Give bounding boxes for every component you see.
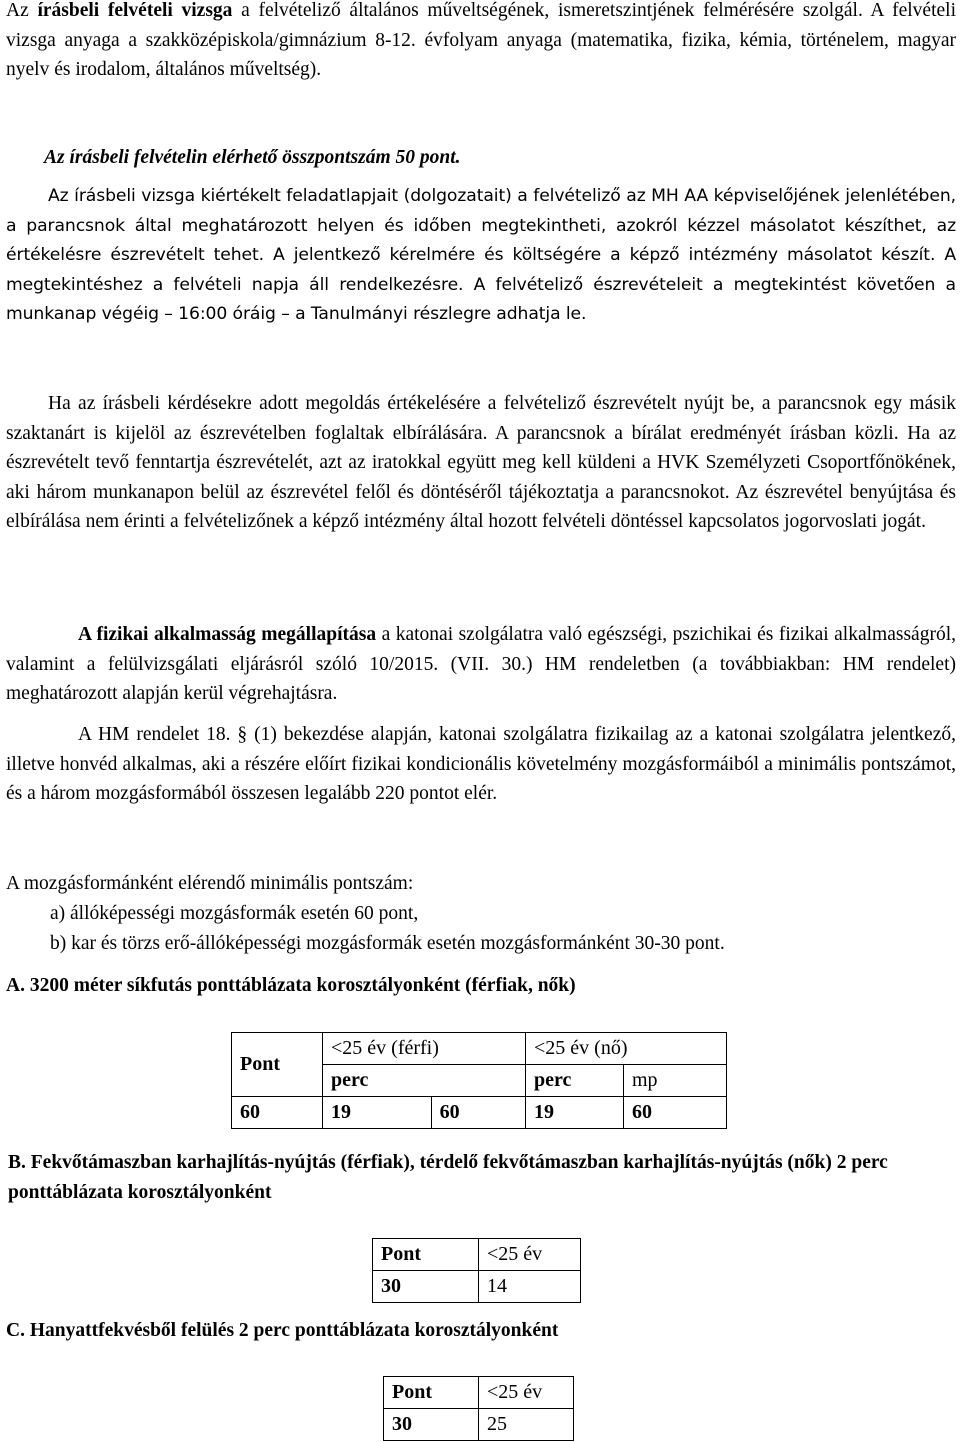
section-b-table <box>372 1238 581 1303</box>
fitness-text-rest: a katonai szolgálatra való egészségi, pszichikai és fizikai alkalmasságról, valamint a felülvizsgálati eljárásról szóló 10/2015. (VII. 30.) HM rendeletben (a továbbiakban: HM rendelet) meghatározott alapján kerül végrehajtásra. <box>6 624 956 704</box>
table-a-perc-men: perc <box>323 1065 526 1097</box>
minimum-intro: A mozgásformánként elérendő minimális pontszám: <box>6 873 414 894</box>
section-b-title: B. Fekvőtámaszban karhajlítás-nyújtás (férfiak), térdelő fekvőtámaszban karhajlítás-nyújtás (nők) 2 perc ponttáblázata korosztályonként <box>8 1152 888 1203</box>
table-cell: 19 <box>323 1097 432 1129</box>
table-a-women-header: <25 év (nő) <box>526 1033 727 1065</box>
review-paragraph: Az írásbeli vizsga kiértékelt feladatlapjait (dolgozatait) a felvételiző az MH AA képviselőjének jelenlétében, a parancsnok által meghatározott helyen és időben megtekintheti, azokról kézzel másolatot készíthet, az értékelésre észrevételt tehet. A jelentkező kérelmére és költségére a képző intézmény másolatot készít. A megtekintéshez a felvételi napja áll rendelkezésre. A felvételiző észrevételeit a megtekintést követően a munkanap végéig – 16:00 óráig – a Tanulmányi részlegre adhatja le. <box>6 186 956 324</box>
table-row <box>384 1409 574 1441</box>
section-a-table <box>231 1032 727 1129</box>
minimum-item-a: a) állóképességi mozgásformák esetén 60 pont, <box>50 903 419 924</box>
section-a-title: A. 3200 méter síkfutás ponttáblázata korosztályonként (férfiak, nők) <box>6 975 576 996</box>
table-c-pont-header: Pont <box>384 1377 479 1409</box>
intro-paragraph <box>6 0 956 85</box>
table-cell: 60 <box>232 1097 323 1129</box>
table-c-age-header: <25 év <box>479 1377 574 1409</box>
table-row <box>373 1271 581 1303</box>
objection-paragraph: Ha az írásbeli kérdésekre adott megoldás értékelésére a felvételiző észrevételt nyújt be, a parancsnok egy másik szaktanárt is kijelöl az észrevételben foglaltak elbírálására. A parancsnok a bírálat eredményét írásban közli. Ha az észrevételt tevő fenntartja észrevételét, azt az iratokkal együtt meg kell küldeni a HVK Személyzeti Csoportfőnökének, aki három munkanapon belül az észrevétel felől és döntéséről tájékoztatja a parancsnokot. Az észrevétel benyújtása és elbírálása nem érinti a felvételizőnek a képző intézmény által hozott felvételi döntéssel kapcsolatos jogorvoslati jogát. <box>6 393 956 532</box>
table-a-men-header: <25 év (férfi) <box>323 1033 526 1065</box>
regulation-paragraph: A HM rendelet 18. § (1) bekezdése alapján, katonai szolgálatra fizikailag az a katonai szolgálatra jelentkező, illetve honvéd alkalmas, aki a részére előírt fizikai kondicionális követelmény mozgásformáiból a minimális pontszámot, és a három mozgásformából összesen legalább 220 pontot elér. <box>6 724 956 804</box>
intro-text-start: Az <box>6 0 38 21</box>
table-b-age-header: <25 év <box>479 1239 581 1271</box>
table-a-pont-header: Pont <box>232 1033 323 1097</box>
intro-bold-term: írásbeli felvételi vizsga <box>37 0 233 21</box>
table-cell: 60 <box>431 1097 525 1129</box>
table-row <box>232 1097 727 1129</box>
fitness-bold-term: A fizikai alkalmasság megállapítása <box>78 624 377 645</box>
intro-text-rest: a felvételiző általános műveltségének, ismeretszintjének felmérésére szolgál. A felvételi vizsga anyaga a szakközépiskola/gimnázium 8-12. évfolyam anyaga (matematika, fizika, kémia, történelem, magyar nyelv és irodalom, általános műveltség). <box>6 0 956 80</box>
section-c-title: C. Hanyattfekvésből felülés 2 perc ponttáblázata korosztályonként <box>6 1320 559 1341</box>
minimum-item-b: b) kar és törzs erő-állóképességi mozgásformák esetén mozgásformánként 30-30 pont. <box>50 933 725 954</box>
table-b-pont-header: Pont <box>373 1239 479 1271</box>
table-cell: 19 <box>526 1097 624 1129</box>
section-c-table <box>383 1376 574 1441</box>
total-points-line: Az írásbeli felvételin elérhető összpontszám 50 pont. <box>44 147 461 168</box>
table-a-perc-women: perc <box>526 1065 624 1097</box>
table-cell: 30 <box>384 1409 479 1441</box>
table-cell: 60 <box>623 1097 726 1129</box>
table-cell: 30 <box>373 1271 479 1303</box>
fitness-paragraph <box>6 620 956 709</box>
table-cell: 14 <box>479 1271 581 1303</box>
table-a-mp: mp <box>623 1065 726 1097</box>
table-cell: 25 <box>479 1409 574 1441</box>
